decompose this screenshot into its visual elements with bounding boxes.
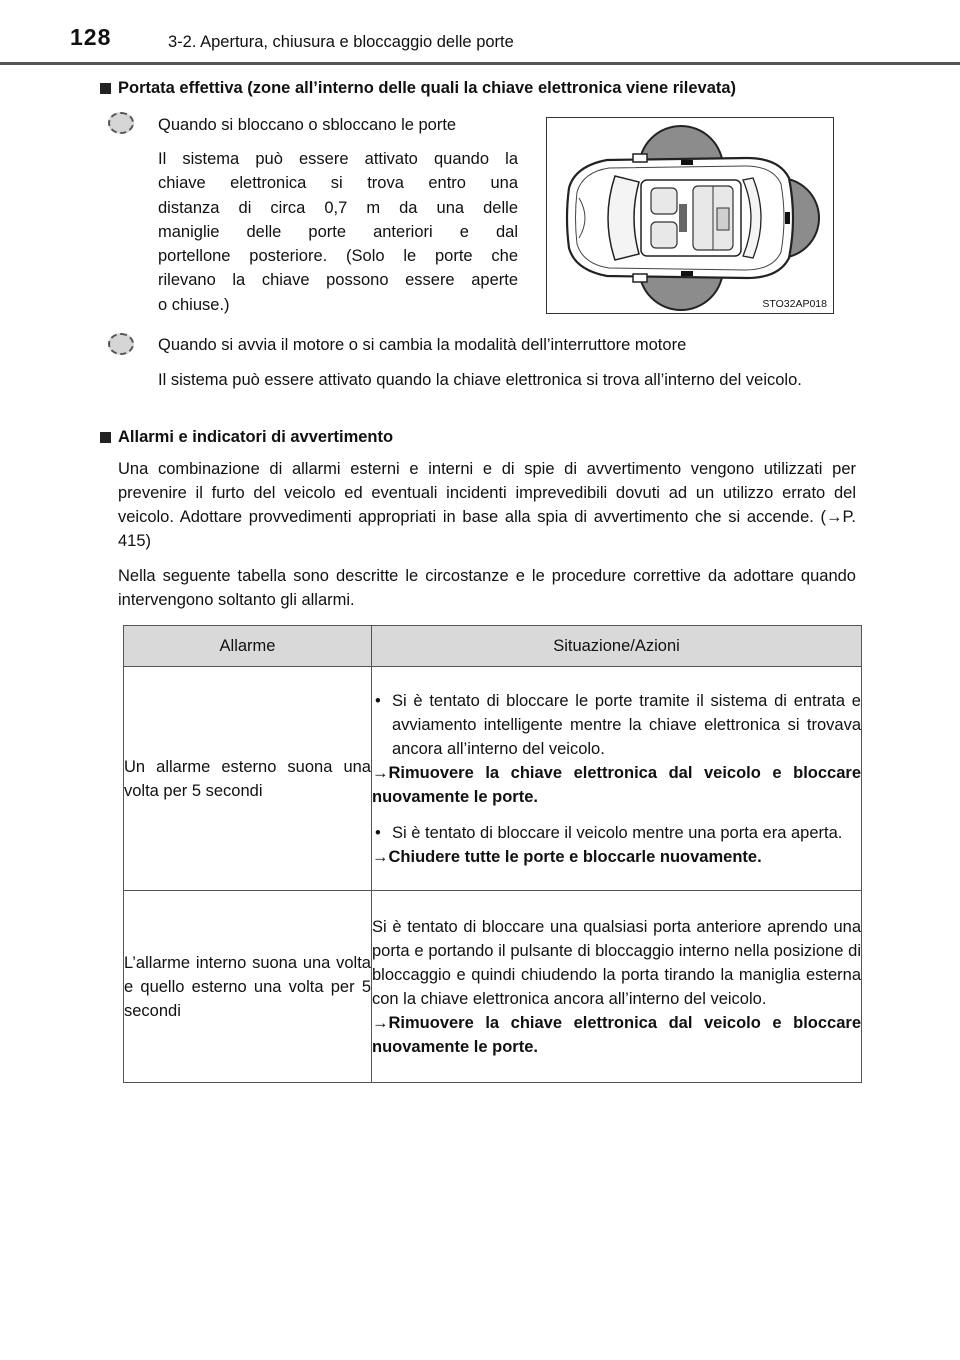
situation-text: Si è tentato di bloccare una qualsiasi porta anteriore aprendo una porta e portando il pulsante di bloccaggio interno nella posizione di bloccaggio e quindi chiudendo la porta tirando la maniglia esterna con la chiave elettronica ancora all’interno del veicolo. [372, 917, 861, 1008]
body-line: chiave elettronica si trova entro una [158, 174, 518, 193]
header-rule [0, 62, 960, 65]
alarm-cell: Un allarme esterno suona una volta per 5 secondi [124, 667, 372, 891]
item-body-lock [158, 147, 518, 317]
section-heading-text: Portata effettiva (zone all’interno delle quali la chiave elettronica viene rilevata) [118, 79, 737, 97]
table-intro-paragraph: Nella seguente tabella sono descritte le circostanze e le procedure correttive da adottare quando intervengono soltanto gli allarmi. [118, 567, 856, 609]
item-title-lock: Quando si bloccano o sbloccano le porte [158, 116, 457, 134]
corrective-action [372, 1011, 861, 1059]
corrective-action [372, 845, 861, 869]
body-line: o chiuse.) [158, 295, 230, 314]
paragraph-text: Una combinazione di allarmi esterni e interni e di spie di avvertimento vengono utilizzati per prevenire il furto del veicolo ed eventuali incidenti imprevedibili dovuti ad un utilizzo errato del veicolo. Adottare provvedimenti appropriati in base alla spia di avvertimento che si accende. ( [118, 460, 856, 526]
actions-cell [372, 891, 862, 1083]
situation-text: Si è tentato di bloccare le porte tramite il sistema di entrata e avviamento intelligente mentre la chiave elettronica si trovava ancora all’interno del veicolo. [392, 691, 861, 758]
car-top-view-illustration [547, 118, 833, 313]
column-header-alarm: Allarme [124, 626, 372, 667]
alarm-table [123, 625, 862, 1083]
bullet-icon: • [375, 823, 381, 842]
page-reference: P. 415) [118, 508, 856, 550]
alarms-paragraph [118, 457, 856, 553]
situation-item [372, 821, 861, 845]
dashed-bubble-icon [108, 333, 134, 355]
arrow-icon: → [372, 763, 389, 782]
column-header-actions: Situazione/Azioni [372, 626, 862, 667]
square-bullet-icon [100, 83, 111, 94]
page-number: 128 [70, 24, 112, 50]
table-header-row [124, 626, 862, 667]
item-title-start: Quando si avvia il motore o si cambia la modalità dell’interruttore motore [158, 336, 687, 354]
body-line: distanza di circa 0,7 m da una delle [158, 198, 518, 217]
actions-cell [372, 667, 862, 891]
chapter-title: 3-2. Apertura, chiusura e bloccaggio delle porte [168, 33, 514, 51]
section-heading-text: Allarmi e indicatori di avvertimento [118, 428, 394, 446]
body-line: maniglie delle porte anteriori e dal [158, 222, 518, 241]
action-text: Rimuovere la chiave elettronica dal veicolo e bloccare nuovamente le porte. [372, 1013, 861, 1056]
figure-code: STO32AP018 [762, 298, 827, 310]
situation-item [372, 689, 861, 761]
alarm-cell: L’allarme interno suona una volta e quello esterno una volta per 5 secondi [124, 891, 372, 1083]
section-heading-range [100, 79, 736, 98]
body-line: portellone posteriore. (Solo le porte che [158, 247, 518, 266]
body-line: Il sistema può essere attivato quando la [158, 150, 518, 168]
arrow-icon: → [372, 1013, 389, 1032]
item-body-start: Il sistema può essere attivato quando la chiave elettronica si trova all’interno del veicolo. [158, 371, 802, 389]
action-text: Rimuovere la chiave elettronica dal veicolo e bloccare nuovamente le porte. [372, 763, 861, 806]
bullet-icon: • [375, 691, 381, 710]
body-line: rilevano la chiave possono essere aperte [158, 271, 518, 290]
page-header [0, 0, 960, 66]
dashed-bubble-icon [108, 112, 134, 134]
action-text: Chiudere tutte le porte e bloccarle nuovamente. [388, 847, 762, 866]
corrective-action [372, 761, 861, 809]
detection-range-diagram [546, 117, 834, 314]
table-row [124, 891, 862, 1083]
arrow-icon: → [372, 847, 389, 866]
table-row [124, 667, 862, 891]
situation-text: Si è tentato di bloccare il veicolo mentre una porta era aperta. [392, 823, 843, 842]
section-heading-alarms [100, 428, 393, 447]
arrow-icon: → [826, 508, 843, 526]
square-bullet-icon [100, 432, 111, 443]
